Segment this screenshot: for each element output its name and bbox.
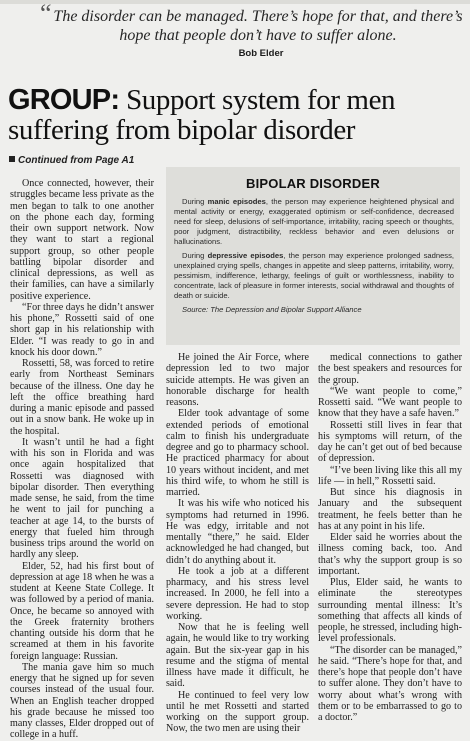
article-paragraph: Elder said he worries about the illness coming back, too. And that’s why the support group is so important. (318, 532, 462, 577)
pull-quote-text: The disorder can be managed. There’s hope for that, and there’s hope that people don’t have to suffer alone. (53, 8, 463, 44)
sidebar-box (166, 167, 460, 345)
article-column-2 (166, 352, 309, 735)
article-paragraph: “We want people to come,” Rossetti said. “We want people to know that they have a safe haven.” (318, 385, 462, 420)
jump-line (9, 155, 134, 166)
headline-label: GROUP: (8, 84, 120, 116)
sidebar-depressive-term: depressive episodes (207, 251, 284, 260)
article-paragraph: Now that he is feeling well again, he would like to try working again. But the six-year gap in his resume and the stigma of mental illness have made it difficult, he said. (166, 622, 309, 690)
pull-quote-attribution: Bob Elder (238, 48, 284, 59)
sidebar-manic-text: , the person may experience heightened physical and mental activity or energy, exaggerated optimism or self-confidence, decreased need for sleep, delusions of self-importance, irritability, racing speech or thoughts, poor judgment, distractibility, reckless behavior and even delusions or hallucinations. (174, 197, 454, 246)
article-paragraph: Rossetti still lives in fear that his symptoms will return, of the day he can’t get out of bed because of depression. (318, 419, 462, 465)
headline-text: Support system for men suffering from bipolar disorder (8, 84, 396, 146)
article-paragraph: “I’ve been living like this all my life — in hell,” Rossetti said. (318, 464, 462, 487)
headline (8, 85, 470, 145)
top-page-edge (0, 0, 470, 4)
article-paragraph: But since his diagnosis in January and the subsequent treatment, he feels better than he has at any point in his life. (318, 487, 462, 532)
article-paragraph: He joined the Air Force, where depression led to two major suicide attempts. He was given an honorable discharge for health reasons. (166, 352, 309, 408)
article-paragraph: Elder, 52, had his first bout of depression at age 18 when he was a student at Keene State College. It was followed by a period of mania. Once, he became so annoyed with the Greek fraternity brothers chanting outside his dorm that he screamed at them in his favorite foreign language: Russian. (10, 560, 154, 662)
jump-line-text: Continued from Page A1 (18, 155, 135, 166)
article-paragraph: He continued to feel very low until he met Rossetti and started working on the support group. Now, the two men are using their (166, 689, 309, 735)
article-paragraph: He took a job at a different pharmacy, and his stress level increased. In 2000, he fell into a severe depression. He had to stop working. (166, 565, 309, 622)
pull-quote (40, 0, 468, 59)
article-paragraph: Once connected, however, their struggles became less private as the men began to talk to one another on the phone each day, forming their own support network. Now they want to start a regional support group, so other people battling bipolar disorder and clinical depressions, as well as their families, can have a similarly positive experience. (10, 178, 154, 302)
article-paragraph: Plus, Elder said, he wants to eliminate the stereotypes surrounding mental illness: It’s something that affects all kinds of people, he stressed, including high-level professionals. (318, 577, 462, 645)
quote-mark-icon: “ (40, 0, 52, 28)
article-paragraph: “The disorder can be managed,” he said. “There’s hope for that, and there’s hope that people don’t have to suffer alone. They don’t have to worry about what’s wrong with them or to be embarrassed to go to a doctor.” (318, 644, 462, 723)
sidebar-depressive-paragraph (174, 251, 454, 301)
sidebar-source: Source: The Depression and Bipolar Support Alliance (182, 305, 362, 314)
sidebar-manic-lead: During (182, 197, 208, 206)
article-paragraph: It wasn’t until he had a fight with his son in Florida and was once again hospitalized that Rossetti was diagnosed with bipolar disorder. Then everything made sense, he said, from the time he went to jail for punching a teacher at age 14, to the bursts of energy that fueled him through business trips around the world on hardly any sleep. (10, 436, 154, 561)
article-paragraph: Rossetti, 58, was forced to retire early from Northeast Seminars because of the illness. One day he left the office breathing hard during a manic episode and passed out in a snow bank. He woke up in the hospital. (10, 358, 154, 437)
sidebar-depressive-text: , the person may experience prolonged sadness, unexplained crying spells, changes in appetite and sleep patterns, irritability, worry, pessimism, indifference, lethargy, feelings of guilt or worthlessness, inability to concentrate, lack of pleasure in former interests, social withdrawal and thoughts of death or suicide. (174, 251, 455, 300)
sidebar-title: BIPOLAR DISORDER (246, 176, 380, 191)
sidebar-body (174, 197, 454, 315)
article-column-1 (10, 178, 154, 741)
article-paragraph: The mania gave him so much energy that he signed up for seven courses instead of the usual four. When an English teacher dropped his grade because he missed too many classes, Elder dropped out of college in a huff. (10, 661, 154, 741)
sidebar-manic-paragraph (174, 197, 454, 247)
article-column-3 (318, 352, 462, 723)
sidebar-depressive-lead: During (182, 251, 208, 260)
article-paragraph: medical connections to gather the best speakers and resources for the group. (318, 352, 462, 386)
article-paragraph: Elder took advantage of some extended periods of emotional calm to finish his undergraduate degree and go to pharmacy school. He practiced pharmacy for about 10 years without incident, and met his third wife, to whom he still is married. (166, 408, 309, 498)
article-paragraph: It was his wife who noticed his symptoms had returned in 1996. He was edgy, irritable and not mentally “there,” he said. Elder acknowledged he had changed, but didn’t do anything about it. (166, 498, 309, 566)
sidebar-manic-term: manic episodes (207, 197, 266, 206)
bullet-square-icon (9, 156, 15, 162)
article-paragraph: “For three days he didn’t answer his phone,” Rossetti said of one short gap in his relationship with Elder. “I was ready to go in and knock his door down.” (10, 301, 154, 358)
